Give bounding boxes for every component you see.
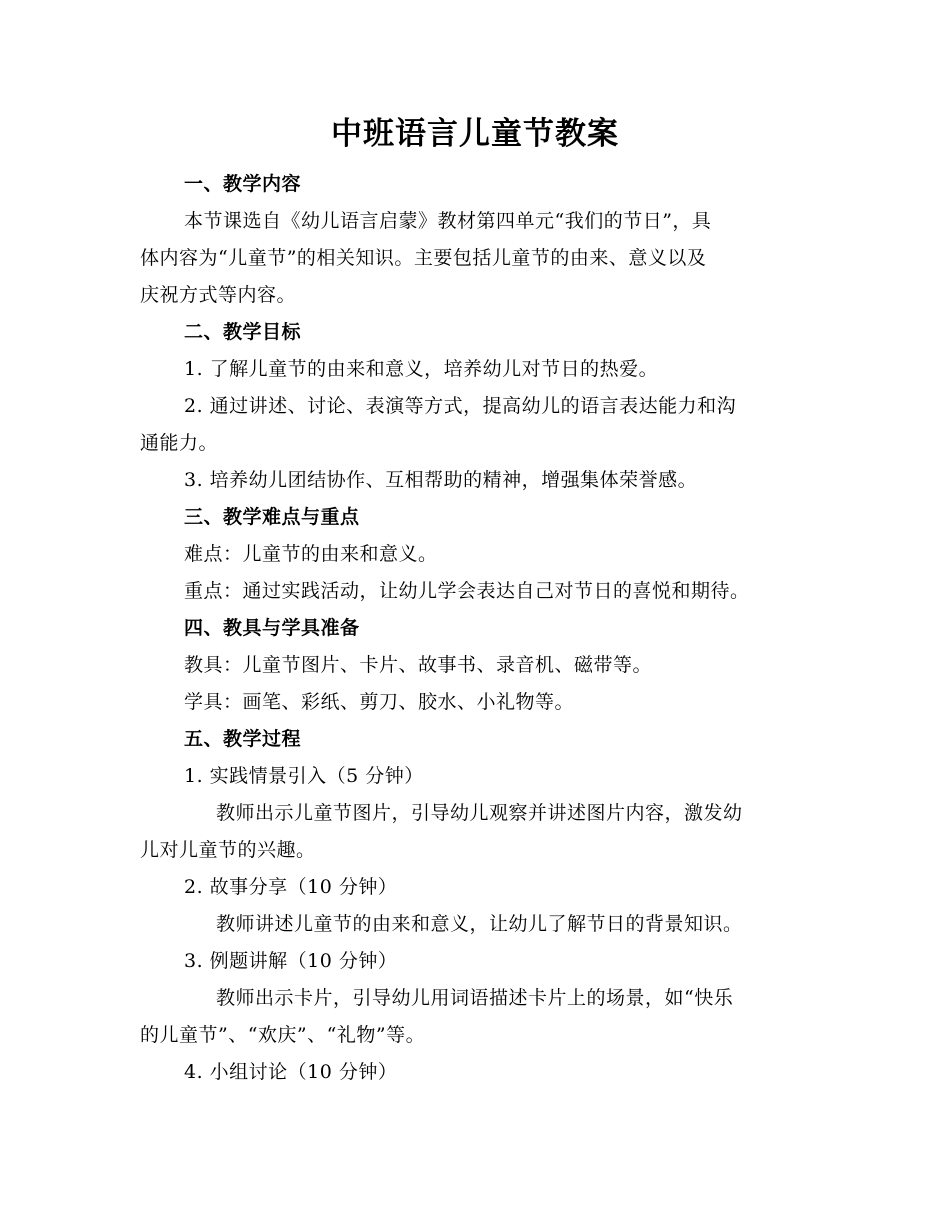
document-body bbox=[140, 166, 810, 1091]
paragraph-line: 教师讲述儿童节的由来和意义，让幼儿了解节日的背景知识。 bbox=[216, 913, 743, 935]
paragraph-line: 4. 小组讨论（10 分钟） bbox=[184, 1061, 398, 1083]
paragraph-line: 2. 故事分享（10 分钟） bbox=[184, 876, 398, 898]
paragraph-line: 教具：儿童节图片、卡片、故事书、录音机、磁带等。 bbox=[184, 654, 653, 676]
paragraph-line: 儿对儿童节的兴趣。 bbox=[140, 839, 316, 861]
paragraph-line: 本节课选自《幼儿语言启蒙》教材第四单元“我们的节日”，具 bbox=[184, 210, 712, 232]
paragraph-line: 体内容为“儿童节”的相关知识。主要包括儿童节的由来、意义以及 bbox=[140, 247, 707, 269]
section-heading: 五、教学过程 bbox=[184, 728, 302, 750]
paragraph-line: 庆祝方式等内容。 bbox=[140, 284, 297, 306]
paragraph-line: 重点：通过实践活动，让幼儿学会表达自己对节日的喜悦和期待。 bbox=[184, 580, 750, 602]
paragraph-line: 1. 实践情景引入（5 分钟） bbox=[184, 765, 424, 787]
section-heading: 三、教学难点与重点 bbox=[184, 506, 360, 528]
section-heading: 二、教学目标 bbox=[184, 321, 302, 343]
section-heading: 一、教学内容 bbox=[184, 173, 302, 195]
paragraph-line: 教师出示儿童节图片，引导幼儿观察并讲述图片内容，激发幼 bbox=[216, 802, 743, 824]
paragraph-line: 2. 通过讲述、讨论、表演等方式，提高幼儿的语言表达能力和沟 bbox=[184, 395, 737, 417]
paragraph-line: 3. 例题讲解（10 分钟） bbox=[184, 950, 398, 972]
document-title: 中班语言儿童节教案 bbox=[331, 116, 619, 152]
paragraph-line: 学具：画笔、彩纸、剪刀、胶水、小礼物等。 bbox=[184, 691, 575, 713]
section-heading: 四、教具与学具准备 bbox=[184, 617, 360, 639]
paragraph-line: 难点：儿童节的由来和意义。 bbox=[184, 543, 438, 565]
paragraph-line: 教师出示卡片，引导幼儿用词语描述卡片上的场景，如“快乐 bbox=[216, 987, 734, 1009]
paragraph-line: 3. 培养幼儿团结协作、互相帮助的精神，增强集体荣誉感。 bbox=[184, 469, 698, 491]
paragraph-line: 的儿童节”、“欢庆”、“礼物”等。 bbox=[140, 1024, 426, 1046]
paragraph-line: 1. 了解儿童节的由来和意义，培养幼儿对节日的热爱。 bbox=[184, 358, 659, 380]
paragraph-line: 通能力。 bbox=[140, 432, 219, 454]
